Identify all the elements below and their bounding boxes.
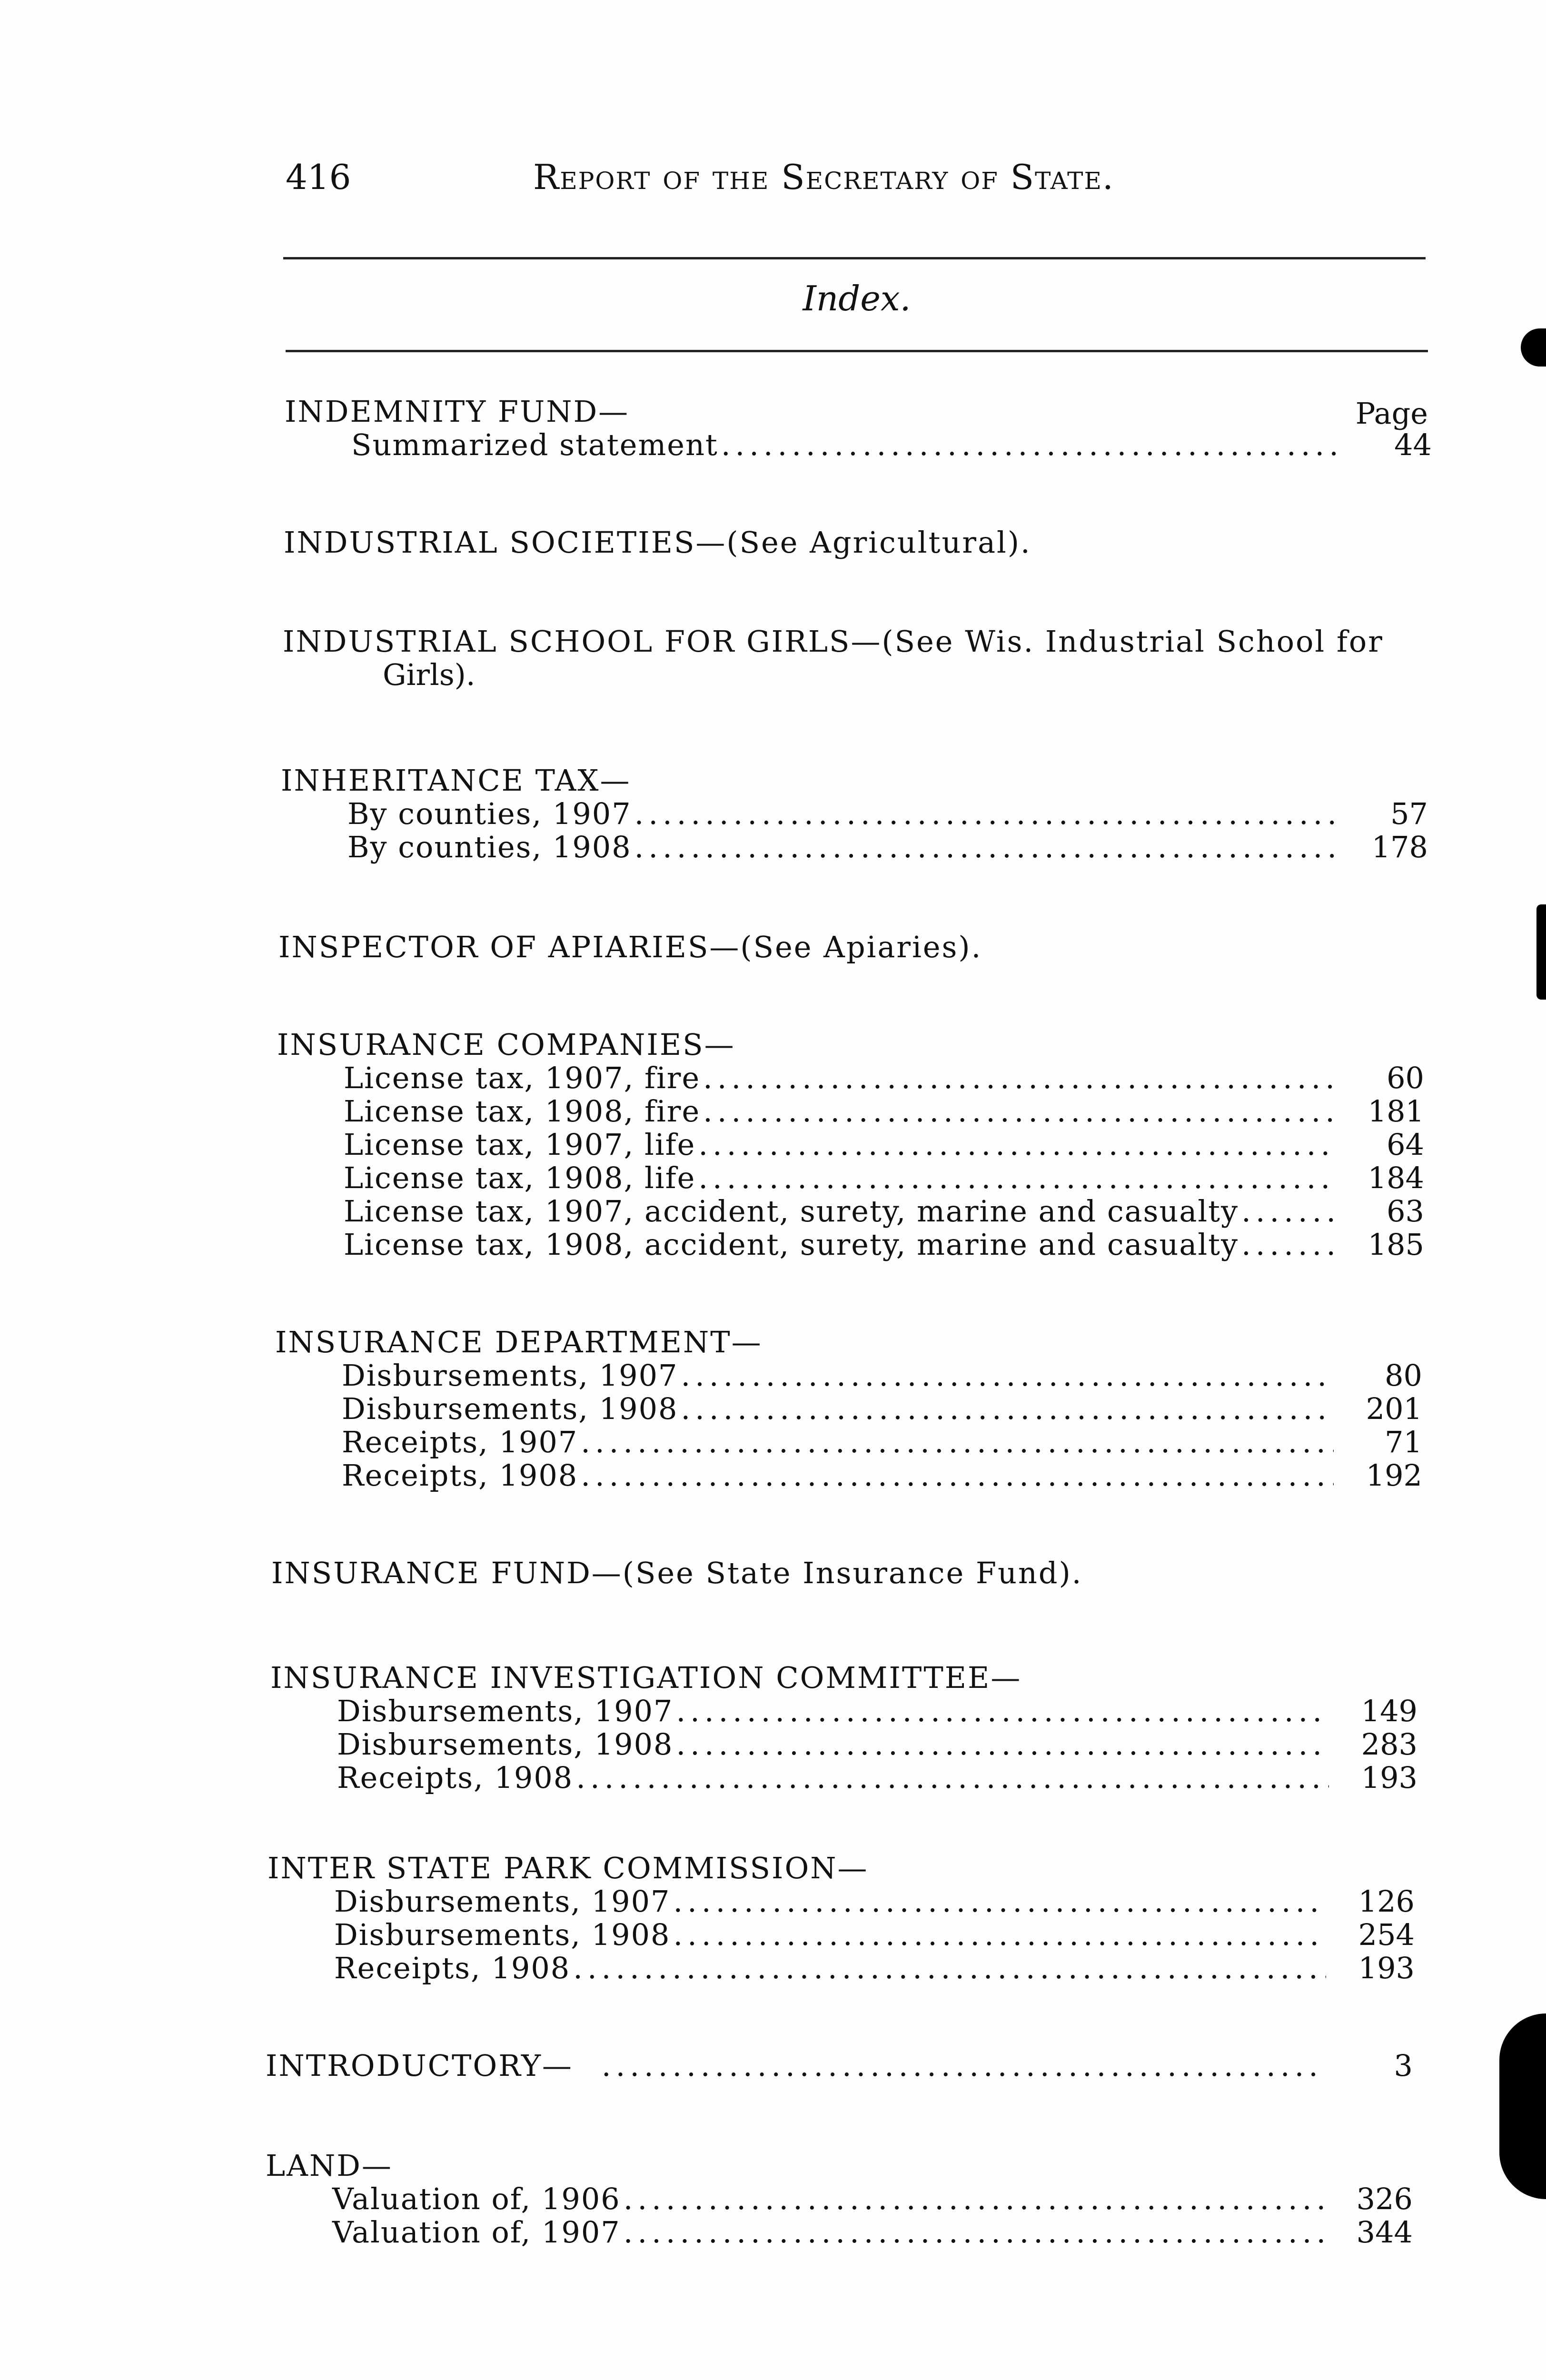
dot-leader: [673, 1885, 1326, 1918]
entry-label: Valuation of, 1907: [332, 2215, 621, 2250]
dot-leader: [681, 1392, 1334, 1426]
entry-label: Disbursements, 1907: [342, 1358, 678, 1393]
entry-page: 3: [1394, 2048, 1413, 2083]
section-title-continuation: Girls).: [383, 657, 476, 692]
entry-label: License tax, 1908, life: [344, 1160, 696, 1195]
entry-label: Valuation of, 1906: [332, 2182, 621, 2216]
running-head: [286, 157, 1428, 209]
index-section: [285, 395, 1432, 462]
dot-leader: [703, 1095, 1336, 1128]
index-entry: [277, 1228, 1424, 1261]
entry-page: 185: [1368, 1227, 1424, 1262]
index-entry: [268, 1885, 1415, 1918]
index-entry: [277, 1061, 1424, 1095]
dot-leader: [698, 1128, 1336, 1161]
dot-leader: [602, 2049, 1324, 2082]
entry-page: 149: [1361, 1694, 1417, 1728]
entry-page: 63: [1387, 1194, 1424, 1229]
dot-leader: [634, 831, 1339, 864]
section-title: LAND—: [266, 2148, 393, 2183]
index-entry: [281, 797, 1428, 831]
entry-page: 60: [1387, 1061, 1424, 1095]
dot-leader: [676, 1728, 1329, 1761]
entry-page: 192: [1366, 1458, 1422, 1493]
index-entry: [277, 1161, 1424, 1195]
index-entry: [266, 2216, 1413, 2249]
entry-page: 283: [1361, 1727, 1417, 1762]
entry-label: License tax, 1907, life: [344, 1127, 696, 1162]
entry-label: License tax, 1908, accident, surety, marine and casualty: [344, 1227, 1239, 1262]
index-entry: [285, 428, 1432, 462]
section-title: INSURANCE COMPANIES—: [277, 1027, 735, 1062]
entry-page: 181: [1368, 1094, 1424, 1129]
entry-page: 254: [1358, 1917, 1415, 1952]
entry-page: 44: [1394, 427, 1432, 462]
index-entry: [281, 831, 1428, 864]
entry-label: Disbursements, 1908: [342, 1391, 678, 1426]
section-title: INDUSTRIAL SOCIETIES—(See Agricultural).: [284, 525, 1031, 560]
index-entry: [275, 1359, 1422, 1392]
dot-leader: [721, 428, 1343, 462]
top-rule: [283, 257, 1426, 259]
dot-leader: [1241, 1195, 1336, 1228]
index-entry: [266, 2049, 1413, 2082]
entry-label: Disbursements, 1908: [337, 1727, 674, 1762]
index-entry: [268, 1952, 1415, 1985]
index-heading: Index.: [803, 278, 911, 318]
section-title: INSPECTOR OF APIARIES—(See Apiaries).: [278, 930, 982, 964]
entry-label: Disbursements, 1908: [334, 1917, 671, 1952]
dot-leader: [698, 1161, 1336, 1195]
index-entry: [268, 1918, 1415, 1952]
scan-edge-mark: [1521, 328, 1546, 367]
index-entry: [275, 1426, 1422, 1459]
entry-page: 326: [1356, 2182, 1413, 2216]
index-section: [266, 2149, 1413, 2249]
dot-leader: [573, 1952, 1326, 1985]
section-title: INHERITANCE TAX—: [281, 763, 631, 798]
scan-edge-mark: [1499, 2013, 1546, 2199]
index-entry: [277, 1195, 1424, 1228]
section-title: INTRODUCTORY—: [266, 2048, 573, 2083]
section-title: INSURANCE FUND—(See State Insurance Fund).: [271, 1556, 1083, 1590]
entry-label: Receipts, 1908: [342, 1458, 578, 1493]
index-section: [268, 1852, 1415, 1985]
index-entry: [275, 1459, 1422, 1492]
index-section: [266, 2049, 1413, 2082]
entry-page: 193: [1358, 1951, 1415, 1985]
entry-page: 126: [1358, 1884, 1415, 1919]
entry-page: 184: [1368, 1160, 1424, 1195]
index-entry: [270, 1695, 1417, 1728]
index-section: [281, 764, 1428, 864]
index-entry: [275, 1392, 1422, 1426]
dot-leader: [676, 1695, 1329, 1728]
entry-label: By counties, 1908: [347, 830, 632, 864]
entry-page: 344: [1356, 2215, 1413, 2250]
dot-leader: [1241, 1228, 1336, 1261]
dot-leader: [576, 1761, 1329, 1795]
entry-label: Receipts, 1908: [334, 1951, 571, 1985]
section-title: INTER STATE PARK COMMISSION—: [268, 1851, 869, 1885]
section-title: INSURANCE DEPARTMENT—: [275, 1325, 763, 1359]
entry-page: 64: [1387, 1127, 1424, 1162]
index-entry: [270, 1728, 1417, 1761]
entry-label: Receipts, 1907: [342, 1425, 578, 1459]
index-section: [270, 1661, 1417, 1795]
section-title: INSURANCE INVESTIGATION COMMITTEE—: [270, 1660, 1022, 1695]
index-section: [278, 931, 1426, 964]
section-title: INDUSTRIAL SCHOOL FOR GIRLS—(See Wis. Industrial School for: [283, 624, 1384, 659]
bottom-rule: [286, 350, 1428, 352]
entry-page: 193: [1361, 1760, 1417, 1795]
index-entry: [277, 1128, 1424, 1161]
entry-page: 57: [1390, 796, 1428, 831]
dot-leader: [581, 1459, 1334, 1492]
entry-page: 178: [1371, 830, 1428, 864]
index-section: [277, 1028, 1424, 1261]
page-number: 416: [286, 157, 351, 197]
dot-leader: [673, 1918, 1326, 1952]
dot-leader: [581, 1426, 1334, 1459]
index-entry: [277, 1095, 1424, 1128]
page-column-header: Page: [1355, 396, 1428, 431]
entry-label: By counties, 1907: [347, 796, 632, 831]
entry-label: License tax, 1907, accident, surety, marine and casualty: [344, 1194, 1239, 1229]
index-section: [275, 1326, 1422, 1492]
dot-leader: [624, 2182, 1324, 2216]
entry-label: Summarized statement: [351, 427, 718, 462]
index-entry: [270, 1761, 1417, 1795]
entry-label: Disbursements, 1907: [334, 1884, 671, 1919]
dot-leader: [634, 797, 1339, 831]
entry-label: Disbursements, 1907: [337, 1694, 674, 1728]
entry-page: 71: [1385, 1425, 1422, 1459]
dot-leader: [681, 1359, 1334, 1392]
index-section: [271, 1557, 1418, 1590]
entry-page: 80: [1385, 1358, 1422, 1393]
index-entry: [266, 2182, 1413, 2216]
dot-leader: [624, 2216, 1324, 2249]
dot-leader: [703, 1061, 1336, 1095]
index-section: [283, 625, 1430, 692]
entry-label: Receipts, 1908: [337, 1760, 574, 1795]
scan-edge-mark: [1536, 904, 1546, 1000]
section-title: INDEMNITY FUND—: [285, 394, 630, 429]
entry-label: License tax, 1907, fire: [344, 1061, 701, 1095]
index-section: [284, 526, 1431, 559]
entry-page: 201: [1366, 1391, 1422, 1426]
running-title: Report of the Secretary of State.: [533, 157, 1114, 197]
entry-label: License tax, 1908, fire: [344, 1094, 701, 1129]
